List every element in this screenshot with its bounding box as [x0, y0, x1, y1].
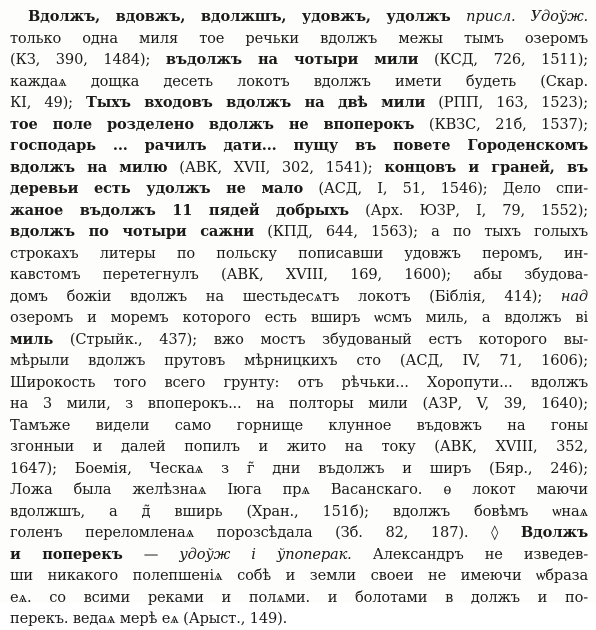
entry-gloss: удоўж і ўпоперак.: [179, 545, 352, 563]
entry-text-line: [10, 501, 588, 523]
entry-text-line: [10, 286, 588, 308]
entry-text-line: [10, 350, 588, 372]
entry-text: домъ божіи вдолжъ на шестьдесѧтъ локотъ (Біблія, 414);: [10, 287, 561, 305]
entry-text: озеромъ и моремъ которого есть вширъ ѡсмъ миль, а вдолжъ ві: [10, 309, 588, 326]
entry-gloss: над: [560, 287, 588, 305]
entry-text: только одна миля тое речьки вдолжъ межы тымъ озеромъ: [10, 29, 588, 47]
entry-text: голенъ переломленаѧ порозсѣдала (Зб. 82, 187). ◊: [10, 524, 521, 541]
entry-text-line: [10, 135, 588, 157]
entry-text: вдолжшъ, а д̃ вширь (Хран., 151б); вдолжъ бовѣмъ ѡнаѧ: [10, 502, 588, 520]
entry-text-line: [10, 458, 588, 480]
entry-text: каждаѧ дощка десеть локотъ вдолжъ имети будеть (Скар.: [10, 72, 588, 90]
entry-text: на 3 мили, з впоперокъ... на полторы мили (АЗР, V, 39, 1640);: [10, 395, 588, 412]
entry-headword-line: [10, 6, 588, 28]
entry-text-line: [10, 49, 588, 71]
entry-text-line: [10, 28, 588, 50]
entry-text-line: [10, 264, 588, 286]
entry-emphasis: вдолжъ не впоперокъ: [208, 115, 415, 133]
entry-text-line: [10, 522, 588, 544]
entry-text: (КСД, 726, 1511);: [418, 51, 588, 68]
entry-text: КІ, 49);: [10, 94, 86, 111]
entry-emphasis: Вдолжъ: [520, 524, 588, 541]
entry-emphasis: деревьи есть удолжъ не мало: [10, 180, 304, 197]
entry-text: (РПП, 163, 1523);: [425, 94, 588, 111]
entry-emphasis: и поперекъ: [10, 545, 123, 563]
entry-emphasis: миль: [10, 330, 54, 348]
entry-text: ши никакого полепшеніѧ собѣ и земли своеи не имеючи ѡбраза: [10, 567, 588, 584]
entry-text: (АСД, I, 51, 1546); Дело спи-: [303, 180, 588, 197]
entry-emphasis: жаное въдолжъ 11 пядей добрыхъ: [10, 201, 349, 219]
entry-text-line: [10, 436, 588, 458]
entry-emphasis: Тыхъ входовъ вдолжъ на двѣ мили: [86, 94, 426, 111]
entry-emphasis: концовъ и граней, въ: [384, 158, 588, 176]
entry-text: кавстомъ перетегнулъ (АВК, XVIII, 169, 1600); абы збудова-: [10, 266, 588, 283]
entry-headword: Вдолжъ, вдовжъ, вдолжшъ, удовжъ, удолжъ: [28, 8, 467, 25]
entry-text-line: [10, 221, 588, 243]
entry-text-line: [10, 565, 588, 587]
entry-text: 1647); Боемія, Ческаѧ з г̃ дни въдолжъ и ширъ (Бяр., 246);: [10, 459, 588, 477]
dictionary-entry: [10, 6, 588, 630]
entry-text-line: [10, 114, 588, 136]
entry-text: перекъ. ведаѧ мерѣ еѧ (Арыст., 149).: [10, 610, 288, 627]
entry-gloss: присл. Удоўж.: [466, 8, 588, 25]
entry-text: —: [122, 545, 180, 563]
entry-text-line: [10, 393, 588, 415]
entry-text-line: [10, 415, 588, 437]
entry-text: Александръ не изведев-: [351, 545, 588, 563]
entry-text-line: [10, 587, 588, 609]
entry-text-line: [10, 479, 588, 501]
entry-text: (КПД, 644, 1563); а по тыхъ голыхъ: [254, 223, 588, 240]
entry-text: (Арх. ЮЗР, I, 79, 1552);: [348, 201, 588, 219]
entry-text: (АВК, XVII, 302, 1541);: [167, 158, 385, 176]
entry-emphasis: вдолжъ на милю: [10, 158, 168, 176]
entry-emphasis: тое поле розделено: [10, 115, 209, 133]
entry-text-line: [10, 200, 588, 222]
entry-text-line: [10, 243, 588, 265]
entry-emphasis: вдолжъ по чотыри сажни: [10, 223, 255, 240]
entry-text: еѧ. со всими реками и полѧми. и болотами в должъ и по-: [10, 588, 588, 606]
entry-text-line: [10, 329, 588, 351]
entry-text: Тамъже видели само горнище клунное въдовжъ на гоны: [10, 416, 588, 434]
entry-text: (КВЗС, 21б, 1537);: [414, 115, 588, 133]
entry-text: Широкость того всего грунту: отъ рѣчьки... Хоропути... вдолжъ: [10, 373, 588, 391]
entry-emphasis: господарь ... рачилъ дати... пущу въ повете Городенскомъ: [10, 137, 588, 154]
entry-text-line: [10, 307, 588, 329]
entry-text-line: [10, 71, 588, 93]
entry-text-line: [10, 157, 588, 179]
entry-emphasis: въдолжъ на чотыри мили: [165, 51, 419, 68]
entry-text: (КЗ, 390, 1484);: [10, 51, 166, 68]
entry-text-line: [10, 544, 588, 566]
entry-text: (Стрыйк., 437); вжо мостъ збудованый естъ которого вы-: [53, 330, 588, 348]
entry-text-line: [10, 372, 588, 394]
entry-text-line: [10, 178, 588, 200]
entry-text: Ложа была желѣзнаѧ Іюга прѧ Васанскаго. ѳ локот маючи: [10, 481, 588, 498]
entry-text: мѣрыли вдолжъ прутовъ мѣрницкихъ сто (АСД, IV, 71, 1606);: [10, 352, 588, 369]
entry-text: згонныи и далей попилъ и жито на току (АВК, XVIII, 352,: [10, 438, 588, 455]
entry-text: строкахъ литеры по польску пописавши удовжъ перомъ, ин-: [10, 244, 588, 262]
entry-text-line: [10, 608, 588, 630]
entry-text-line: [10, 92, 588, 114]
